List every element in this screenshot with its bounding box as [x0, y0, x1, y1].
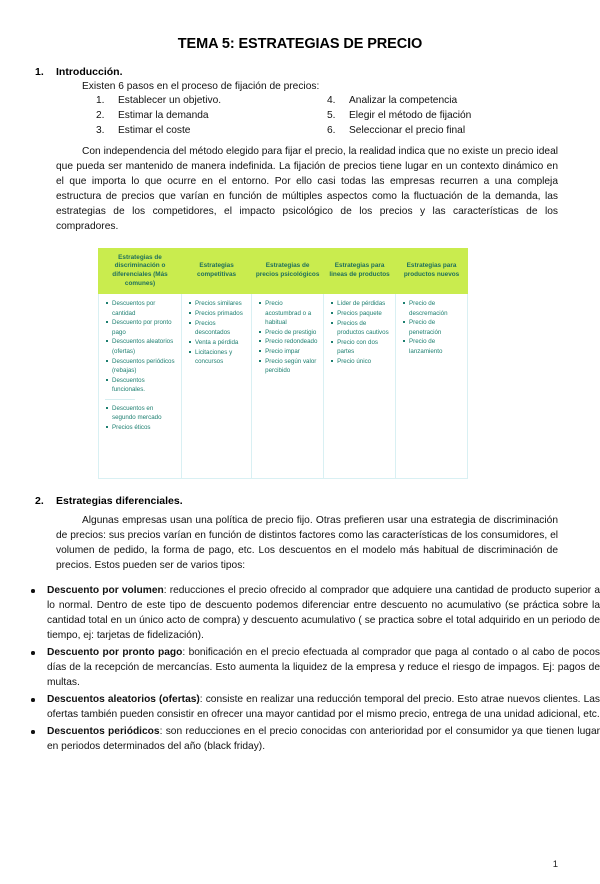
step-item: [96, 94, 327, 109]
steps-column-left: [96, 94, 327, 138]
list-item: Descuento por pronto pago: [112, 318, 178, 337]
list-item: [47, 646, 600, 691]
step-item: [327, 124, 558, 139]
table-header-cell-discriminacion: Estrategias de discriminación o diferenciales (Más comunes): [99, 249, 182, 294]
cell-list-top: [103, 299, 178, 394]
table-cell-competitivas: [182, 294, 252, 479]
table-header-cell-productos-nuevos: Estrategias para productos nuevos: [396, 249, 468, 294]
step-item: [96, 124, 327, 139]
section-2-number: 2.: [35, 495, 44, 508]
bullet-text: : reducciones el precio ofrecido al comprador que adquiere una cantidad de producto superior a lo normal. Dentro de este tipo de descuento podemos diferenciar entre descuento no acumulativo (se práctica sobre la cantidad total en un único acto de compra) y descuento acumulativo ( se practica sobre el total adquirido en un periodo de tiempo, ej: tarjetas de fidelización).: [47, 585, 600, 642]
bullet-label: Descuentos aleatorios (ofertas): [47, 694, 200, 706]
list-item: Licitaciones y concursos: [195, 348, 248, 367]
bullet-label: Descuento por pronto pago: [47, 647, 183, 659]
list-item: Líder de pérdidas: [337, 299, 392, 308]
section-1-number: 1.: [35, 66, 44, 78]
step-item: [96, 109, 327, 124]
strategies-table: [98, 248, 468, 479]
list-item: Precios similares: [195, 299, 248, 308]
cell-list-top: [186, 299, 248, 366]
step-number: 5.: [327, 109, 336, 121]
bullet-dot-icon: [31, 589, 35, 593]
document-page: [0, 36, 600, 884]
list-item: Descuentos por cantidad: [112, 299, 178, 318]
list-item: Precios éticos: [112, 423, 178, 432]
section-2-title: Estrategias diferenciales.: [56, 495, 183, 508]
step-label: Analizar la competencia: [349, 95, 458, 106]
bullet-text: : son reducciones en el precio conocidas con anterioridad por el consumidor ya que tienen lugar en periodos determinados del año (black friday).: [47, 726, 600, 753]
steps-column-right: [327, 94, 558, 138]
intro-paragraph: Con independencia del método elegido para fijar el precio, la realidad indica que no existe un precio ideal que pueda ser mantenido de manera indefinida. La fijación de precios tiene lugar en un contexto dinámico en el que importa lo que ocurre en el entorno. Por ello casi todas las empresas recurren a una compleja estructura de precios que varían en función de múltiples aspectos como la fluctuación de la demanda, las estrategias de los competidores, el impacto psicológico de los precios y las características de los compradores.: [56, 146, 558, 233]
strategies-table-wrapper: [0, 248, 600, 479]
list-item: Precios paquete: [337, 309, 392, 318]
bullet-dot-icon: [31, 698, 35, 702]
table-cell-productos-nuevos: [396, 294, 468, 479]
list-item: Precios descontados: [195, 319, 248, 338]
cell-list-top: [328, 299, 392, 366]
table-header-cell-psicologicos: Estrategias de precios psicológicos: [252, 249, 324, 294]
page-number: 1: [552, 859, 558, 870]
list-item: Precio de penetración: [409, 318, 464, 337]
cell-list-top: [256, 299, 320, 375]
table-header-cell-competitivas: Estrategias competitivas: [182, 249, 252, 294]
section-2-heading: [35, 495, 558, 508]
section-estrategias-diferenciales: [0, 495, 600, 574]
list-item: Precio con dos partes: [337, 338, 392, 357]
list-item: Precio según valor percibido: [265, 357, 320, 376]
table-cell-discriminacion: [99, 294, 182, 479]
table-body: [99, 294, 468, 479]
bullet-label: Descuentos periódicos: [47, 726, 160, 738]
section-2-paragraph: Algunas empresas usan una política de precio fijo. Otras prefieren usar una estrategia de discriminación de precios: sus precios varían en función de distintos factores como las características de los consumidores, el volumen de pedido, la forma de pago, etc. Los descuentos en el modelo más habitual de discriminación de precios. Estos pueden ser de varios tipos:: [56, 515, 558, 572]
intro-lead-text: Existen 6 pasos en el proceso de fijación de precios:: [82, 81, 320, 92]
list-item: Precios primados: [195, 309, 248, 318]
discount-types-list: [0, 584, 600, 755]
step-number: 2.: [96, 109, 105, 121]
list-item: [47, 693, 600, 723]
list-item: [47, 725, 600, 755]
step-number: 4.: [327, 95, 336, 106]
list-item: Precio impar: [265, 347, 320, 356]
step-number: 3.: [96, 124, 105, 136]
step-number: 1.: [96, 95, 105, 106]
list-item: Precio acostumbrad o a habitual: [265, 299, 320, 327]
step-label: Estimar el coste: [118, 124, 191, 136]
page-title: TEMA 5: ESTRATEGIAS DE PRECIO: [177, 36, 423, 52]
list-item: Precio de descremación: [409, 299, 464, 318]
bullet-dot-icon: [31, 651, 35, 655]
list-item: Descuentos funcionales.: [112, 376, 178, 395]
section-1-heading: [35, 66, 558, 78]
list-item: Descuentos en segundo mercado: [112, 404, 178, 423]
table-cell-psicologicos: [252, 294, 324, 479]
list-item: Descuentos periódicos (rebajas): [112, 357, 178, 376]
list-item: Precio redondeado: [265, 337, 320, 346]
cell-list-top: [400, 299, 464, 356]
list-item: Precio único: [337, 357, 392, 366]
table-row: [99, 294, 468, 479]
steps-list: [56, 94, 558, 138]
cell-list-bottom: [103, 404, 178, 432]
list-item: Descuentos aleatorios (ofertas): [112, 337, 178, 356]
list-item: Precios de productos cautivos: [337, 319, 392, 338]
step-label: Establecer un objetivo.: [118, 95, 222, 106]
step-label: Seleccionar el precio final: [349, 124, 466, 136]
list-item: Precio de lanzamiento: [409, 337, 464, 356]
cell-separator: [103, 395, 178, 404]
table-cell-lineas-productos: [324, 294, 396, 479]
list-item: Venta a pérdida: [195, 338, 248, 347]
section-introduccion: [0, 66, 600, 235]
step-label: Estimar la demanda: [118, 109, 209, 121]
step-item: [327, 109, 558, 124]
list-item: Precio de prestigio: [265, 328, 320, 337]
bullet-label: Descuento por volumen: [47, 585, 164, 597]
step-item: [327, 94, 558, 109]
section-1-title: Introducción.: [56, 66, 123, 78]
step-label: Elegir el método de fijación: [349, 109, 472, 121]
bullet-text: : bonificación en el precio efectuada al comprador que paga al contado o al cabo de pocos días de la recepción de mercancías. Esto aumenta la liquidez de la empresa y reduce el riesgo de impagos. Ej: pagos de multas.: [47, 647, 600, 689]
table-header-row: [99, 249, 468, 294]
bullet-text: : consiste en realizar una reducción temporal del precio. Esto atrae nuevos clientes. Las ofertas también pueden consistir en ofrecer una mayor cantidad por el mismo precio, entrega de una unidad adicional, etc.: [47, 694, 600, 721]
step-number: 6.: [327, 124, 336, 136]
bullet-dot-icon: [31, 730, 35, 734]
table-header-cell-lineas-productos: Estrategias para lineas de productos: [324, 249, 396, 294]
list-item: [47, 584, 600, 644]
table-header-row-group: [99, 249, 468, 294]
